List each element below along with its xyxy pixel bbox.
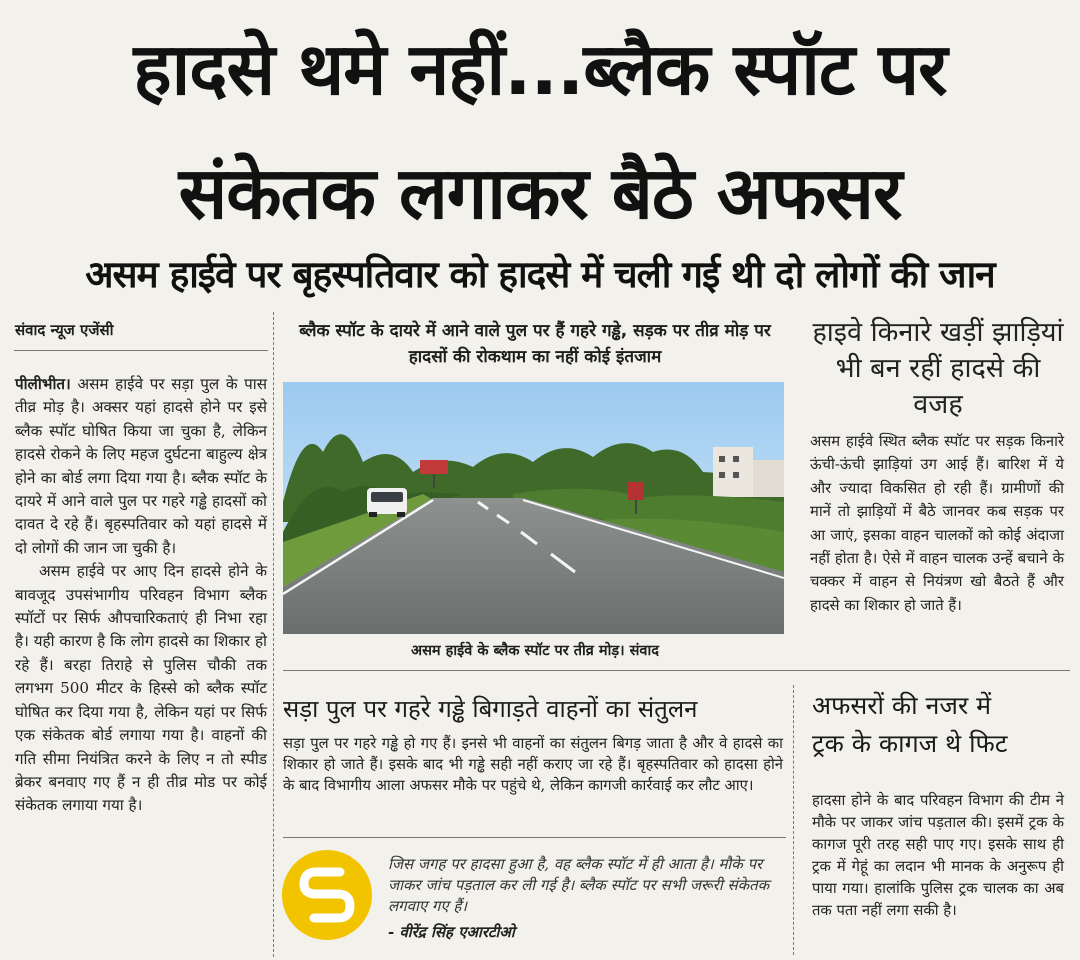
right-column-divider — [793, 685, 794, 955]
main-headline-line2: संकेतक लगाकर बैठे अफसर — [178, 151, 902, 235]
truck-story-headline-line1: अफसरों की नजर में — [812, 691, 992, 720]
main-headline-line1: हादसे थमे नहीं...ब्लैक स्पॉट पर — [133, 27, 947, 111]
bridge-story-body: सड़ा पुल पर गहरे गड्ढे हो गए हैं। इनसे भी वाहनों का संतुलन बिगड़ जाता है और वे हादसे का शिकार हो जाते हैं। इसके बाद भी गड्ढे सही नहीं कराए जा रहे हैं। बृहस्पतिवार को हादसा होने के बाद विभागीय आला अफसर मौके पर पहुंचे थे, लेकिन कागजी कार्रवाई कर लौट आए। — [283, 735, 783, 794]
truck-story-headline-line2: ट्रक के कागज थे फिट — [812, 729, 1008, 758]
column-divider — [273, 312, 274, 957]
section-divider — [283, 670, 1070, 671]
side-story-headline: हाइवे किनारे खड़ीं झाड़ियां भी बन रहीं हादसे की वजह — [812, 317, 1064, 420]
main-story-paragraph-2: असम हाईवे पर आए दिन हादसे होने के बावजूद उपसंभागीय परिवहन विभाग ब्लैक स्पॉटों पर सिर्फ औपचारिकताएं ही निभा रहा है। यही कारण है कि लोग हादसे का शिकार हो रहे हैं। बरहा तिराहे से पुलिस चौकी तक लगभग 500 मीटर के हिस्से को ब्लैक स्पॉट घोषित कर दिया गया है, लेकिन यहां पर सिर्फ एक संकेतक बोर्ड लगाया गया है। वाहनों की गति सीमा नियंत्रित करने के लिए न तो स्पीड ब्रेकर बनवाए गए हैं न ही तीव्र मोड पर कोई संकेतक लगाया गया है। — [15, 562, 267, 815]
truck-story-body: हादसा होने के बाद परिवहन विभाग की टीम ने मौके पर जाकर जांच पड़ताल की। इसमें ट्रक के कागज पूरी तरह सही पाए गए। इसके साथ ही ट्रक में गेहूं का लदान भी मानक के अनुरूप ही पाया गया। हालांकि पुलिस ट्रक चालक का अब तक पता नहीं लगा सकी है। — [812, 792, 1064, 919]
photo-caption: असम हाईवे के ब्लैक स्पॉट पर तीव्र मोड़। संवाद — [411, 643, 659, 659]
quote-attribution: - वीरेंद्र सिंह एआरटीओ — [388, 923, 515, 941]
photo-header: ब्लैक स्पॉट के दायरे में आने वाले पुल पर हैं गहरे गड्ढे, सड़क पर तीव्र मोड़ पर हादसों की रोकथाम का नहीं कोई इंतजाम — [299, 321, 771, 367]
main-story-paragraph-1: असम हाईवे पर सड़ा पुल के पास तीव्र मोड़ है। अक्सर यहां हादसे होने पर इसे ब्लैक स्पॉट घोषित किया जा चुका है, लेकिन हादसे रोकने के लिए महज दुर्घटना बाहुल्य क्षेत्र होने का बोर्ड लगा दिया गया है। ब्लैक स्पॉट के दायरे में आने वाले पुल पर गहरे गड्ढे हादसों को दावत दे रहे हैं। बृहस्पतिवार को यहां हादसे में दो लोगों की जान जा चुकी है। — [15, 375, 268, 557]
brand-logo — [282, 850, 372, 940]
main-story-body — [15, 373, 267, 818]
quote-text: जिस जगह पर हादसा हुआ है, वह ब्लैक स्पॉट में ही आता है। मौके पर जाकर जांच पड़ताल कर ली गई है। ब्लैक स्पॉट पर सभी जरूरी संकेतक लगवाए गए हैं। — [388, 855, 770, 915]
bridge-story-headline: सड़ा पुल पर गहरे गड्ढे बिगाड़ते वाहनों का संतुलन — [283, 695, 698, 723]
quote-divider — [283, 837, 786, 838]
subheadline: असम हाईवे पर बृहस्पतिवार को हादसे में चली गई थी दो लोगों की जान — [85, 253, 995, 296]
byline: संवाद न्यूज एजेंसी — [15, 321, 114, 339]
highway-photo — [283, 382, 784, 634]
dateline: पीलीभीत। — [15, 375, 71, 393]
side-story-body: असम हाईवे स्थित ब्लैक स्पॉट पर सड़क किनारे ऊंची-ऊंची झाड़ियां उग आई हैं। बारिश में ये और ज्यादा विकसित हो रही हैं। ग्रामीणों की मानें तो झाड़ियों में बैठे जानवर कब सड़क पर आ जाएं, इसका वाहन चालकों को कोई अंदाजा नहीं होता है। ऐसे में वाहन चालक उन्हें बचाने के चक्कर में वाहन से नियंत्रण खो बैठते हैं और हादसे का शिकार हो जाते हैं। — [810, 433, 1064, 614]
byline-divider — [14, 350, 268, 351]
